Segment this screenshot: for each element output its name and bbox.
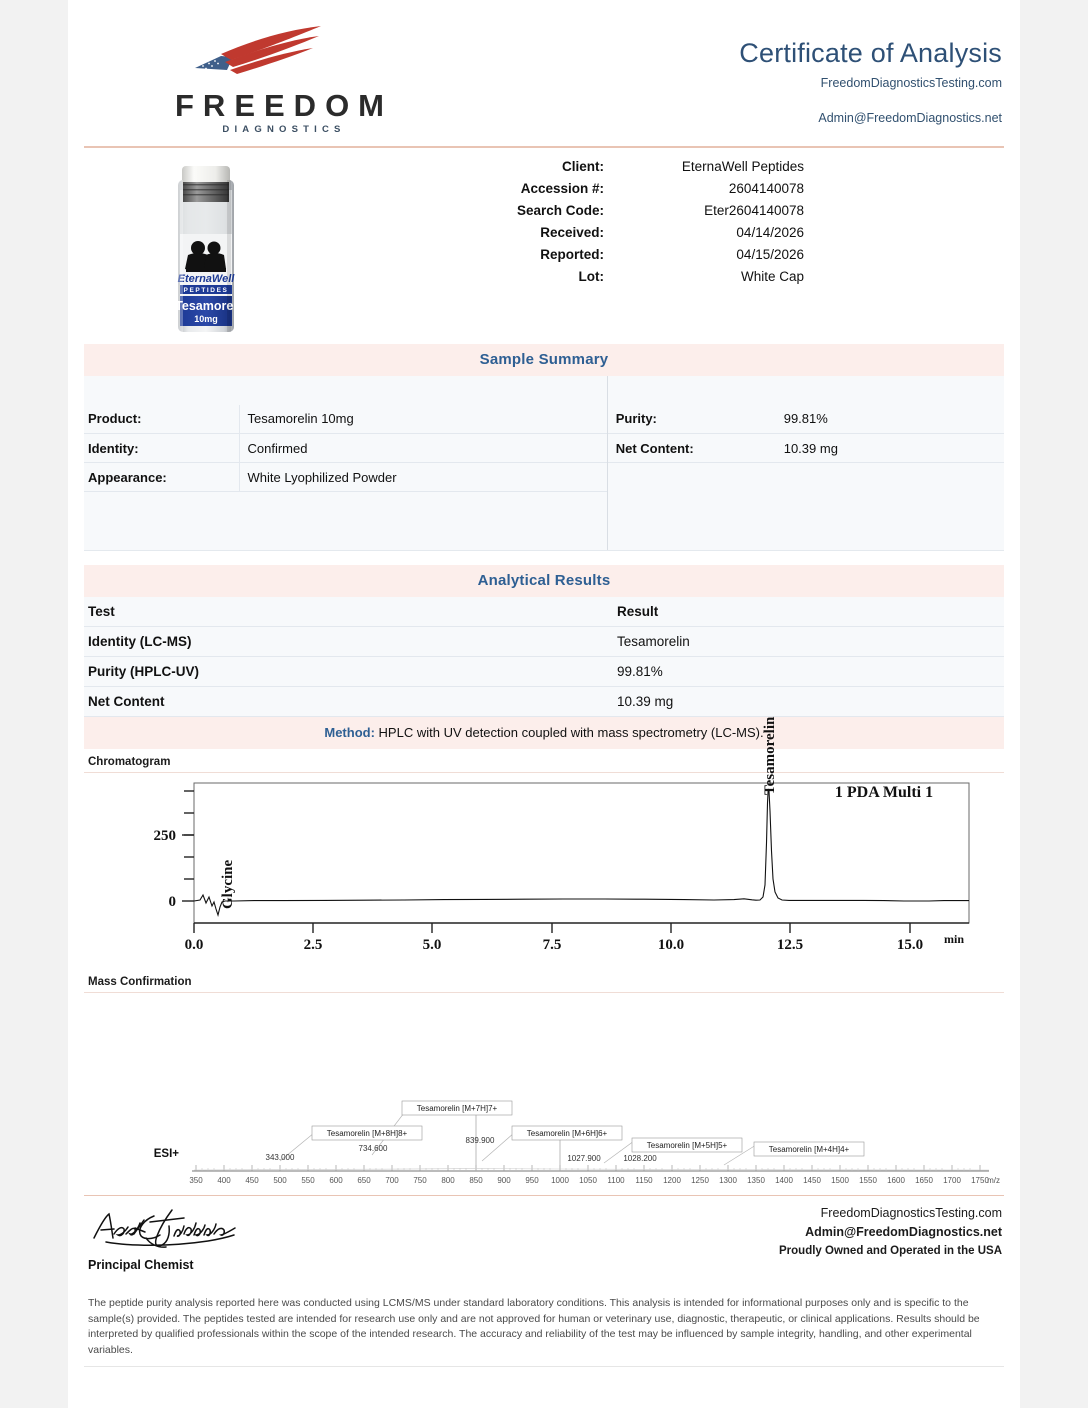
x-tick-12-5: 12.5: [776, 936, 804, 953]
column-header-result: Result: [609, 597, 1004, 627]
mz-tick: 350: [189, 1175, 203, 1185]
mz-tick: 1450: [803, 1175, 821, 1185]
result-test-name: Net Content: [84, 686, 609, 716]
summary-row-purity: [608, 405, 1004, 434]
info-label: Search Code:: [516, 203, 604, 218]
mz-tick: 400: [217, 1175, 231, 1185]
footer-email[interactable]: Admin@FreedomDiagnostics.net: [805, 1225, 1002, 1239]
summary-value: Confirmed: [239, 434, 607, 463]
mz-tick: 500: [273, 1175, 287, 1185]
x-tick-7-5: 7.5: [542, 936, 562, 953]
table-row: [84, 686, 1004, 716]
mz-tick: 1300: [719, 1175, 737, 1185]
x-tick-0: 0.0: [184, 936, 204, 953]
x-tick-2-5: 2.5: [303, 936, 323, 953]
brand-name: FREEDOM: [175, 88, 393, 123]
summary-row-identity: [84, 434, 607, 463]
info-row-lot: [464, 266, 804, 288]
mz-tick: 600: [329, 1175, 343, 1185]
signatory-title: Principal Chemist: [88, 1258, 194, 1272]
sample-summary-panel: [84, 376, 1004, 551]
table-row: [84, 626, 1004, 656]
mz-tick: 950: [525, 1175, 539, 1185]
mz-value-343: 343.000: [265, 1152, 295, 1162]
svg-text:10mg: 10mg: [194, 313, 218, 324]
signature-image: [88, 1204, 238, 1250]
mz-tick: 1650: [915, 1175, 933, 1185]
chromatogram-legend: 1 PDA Multi 1: [834, 783, 934, 801]
mz-tick: 900: [497, 1175, 511, 1185]
summary-row-appearance: [84, 463, 607, 492]
mz-tick: 750: [413, 1175, 427, 1185]
mz-tick: 800: [441, 1175, 455, 1185]
info-row-reported: [464, 244, 804, 266]
mz-tick: 1100: [607, 1175, 625, 1185]
info-label: Received:: [540, 225, 604, 240]
summary-label: Identity:: [84, 434, 239, 463]
info-row-accession: [464, 178, 804, 200]
mz-tick: 1000: [551, 1175, 569, 1185]
mz-tick: 550: [301, 1175, 315, 1185]
disclaimer-text: The peptide purity analysis reported here was conducted using LCMS/MS under standard laboratory conditions. This analysis is intended for informational purposes only and is specific to the sample(s) provided. The peptides tested are intended for research use only and are not approved for human or veterinary use, diagnostic, therapeutic, or clinical applications. Results should be interpreted by qualified professionals within the scope of the intended research. The accuracy and reliability of the test may be influenced by sample integrity, handling, and other experimental variables.: [88, 1297, 980, 1356]
result-value: Tesamorelin: [609, 626, 1004, 656]
method-label: Method:: [324, 724, 375, 740]
summary-value: 10.39 mg: [726, 434, 1004, 463]
section-header-analytical-results: Analytical Results: [84, 565, 1004, 597]
mz-tick: 450: [245, 1175, 259, 1185]
info-value: White Cap: [740, 269, 804, 284]
ms-peak-label-8plus: Tesamorelin [M+8H]8+: [326, 1128, 408, 1138]
footer-contact: [779, 1204, 1002, 1261]
header-email[interactable]: Admin@FreedomDiagnostics.net: [818, 111, 1002, 125]
mz-value-1028: 1028.200: [623, 1153, 657, 1163]
mz-tick: 1400: [775, 1175, 793, 1185]
ms-baseline: [194, 1168, 989, 1169]
mz-tick: 1700: [943, 1175, 961, 1185]
result-value: 10.39 mg: [609, 686, 1004, 716]
x-tick-10: 10.0: [657, 936, 685, 953]
header-website[interactable]: FreedomDiagnosticsTesting.com: [820, 76, 1002, 90]
mz-tick: 1150: [635, 1175, 653, 1185]
ionization-mode-label: ESI+: [153, 1147, 179, 1160]
peak-label-tesamorelin: Tesamorelin: [762, 716, 778, 795]
info-row-received: [464, 222, 804, 244]
mz-tick: 1600: [887, 1175, 905, 1185]
mz-tick: 1050: [579, 1175, 597, 1185]
x-tick-15: 15.0: [896, 936, 924, 953]
ms-peak-label-6plus: Tesamorelin [M+6H]6+: [526, 1128, 608, 1138]
flag-swoosh-icon: [187, 24, 367, 86]
mz-tick: 850: [469, 1175, 483, 1185]
info-value: 04/14/2026: [736, 225, 804, 240]
result-test-name: Identity (LC-MS): [84, 626, 609, 656]
client-info-table: [464, 156, 804, 288]
summary-value: 99.81%: [726, 405, 1004, 434]
info-value: 04/15/2026: [736, 247, 804, 262]
analytical-results-table: [84, 597, 1004, 717]
company-logo: [159, 20, 409, 135]
summary-spacer: [608, 376, 1004, 405]
summary-row-product: [84, 405, 607, 434]
info-label: Client:: [562, 159, 604, 174]
y-tick-0: 0: [168, 893, 176, 910]
mz-value-1027: 1027.900: [567, 1153, 601, 1163]
certificate-sheet: [68, 0, 1020, 1408]
summary-right-column: [607, 376, 1004, 550]
mz-tick: 1550: [859, 1175, 877, 1185]
mz-tick: 1750: [971, 1175, 989, 1185]
mz-tick: 1500: [831, 1175, 849, 1185]
sample-info-band: [84, 148, 1004, 344]
summary-label: Purity:: [608, 405, 726, 434]
info-row-search-code: [464, 200, 804, 222]
info-label: Reported:: [540, 247, 604, 262]
footer-website[interactable]: FreedomDiagnosticsTesting.com: [820, 1206, 1002, 1220]
mz-tick: 1250: [691, 1175, 709, 1185]
mass-spectrum-chart: [84, 993, 1004, 1189]
column-header-test: Test: [84, 597, 609, 627]
footer-usa-line: Proudly Owned and Operated in the USA: [779, 1245, 1002, 1257]
svg-text:Tesamorel: Tesamorel: [175, 298, 237, 313]
summary-label: Appearance:: [84, 463, 239, 492]
chromatogram-title: Chromatogram: [88, 755, 171, 768]
mz-tick: 700: [385, 1175, 399, 1185]
summary-label: Product:: [84, 405, 239, 434]
info-value: Eter2604140078: [704, 203, 804, 218]
method-bar: [84, 717, 1004, 749]
vial-photo: [166, 160, 246, 340]
mass-confirmation-title: Mass Confirmation: [88, 975, 192, 988]
mz-value-839: 839.900: [465, 1135, 495, 1145]
table-row: [84, 656, 1004, 686]
ms-peak-label-5plus: Tesamorelin [M+5H]5+: [646, 1140, 728, 1150]
svg-text:PEPTIDES: PEPTIDES: [183, 286, 229, 294]
x-axis-label: min: [943, 931, 964, 946]
page-title: Certificate of Analysis: [739, 38, 1002, 68]
brand-tagline: DIAGNOSTICS: [222, 124, 346, 135]
mz-tick: 650: [357, 1175, 371, 1185]
bottom-divider: [84, 1366, 1004, 1367]
mz-axis-label: m/z: [987, 1175, 1000, 1185]
peak-label-glycine: Glycine: [220, 859, 236, 909]
summary-row-net-content: [608, 434, 1004, 463]
section-header-sample-summary: Sample Summary: [84, 344, 1004, 376]
ms-peak-label-4plus: Tesamorelin [M+4H]4+: [768, 1144, 850, 1154]
results-header-row: [84, 597, 1004, 627]
x-tick-5: 5.0: [422, 936, 442, 953]
summary-left-column: [84, 376, 607, 550]
document-footer: [84, 1196, 1004, 1288]
summary-value: Tesamorelin 10mg: [239, 405, 607, 434]
document-header: [84, 0, 1004, 146]
mz-tick: 1200: [663, 1175, 681, 1185]
mz-value-734: 734.600: [358, 1143, 388, 1153]
summary-label: Net Content:: [608, 434, 726, 463]
info-label: Accession #:: [520, 181, 604, 196]
info-label: Lot:: [578, 269, 604, 284]
svg-text:EternaWell: EternaWell: [177, 272, 235, 285]
info-value: 2604140078: [728, 181, 804, 196]
mz-tick: 1350: [747, 1175, 765, 1185]
ms-peak-label-7plus: Tesamorelin [M+7H]7+: [416, 1103, 498, 1113]
method-text: HPLC with UV detection coupled with mass spectrometry (LC-MS).: [378, 724, 764, 740]
info-value: EternaWell Peptides: [681, 159, 804, 174]
summary-spacer: [84, 376, 607, 405]
result-value: 99.81%: [609, 656, 1004, 686]
info-row-client: [464, 156, 804, 178]
result-test-name: Purity (HPLC-UV): [84, 656, 609, 686]
summary-value: White Lyophilized Powder: [239, 463, 607, 492]
y-tick-250: 250: [153, 827, 176, 844]
